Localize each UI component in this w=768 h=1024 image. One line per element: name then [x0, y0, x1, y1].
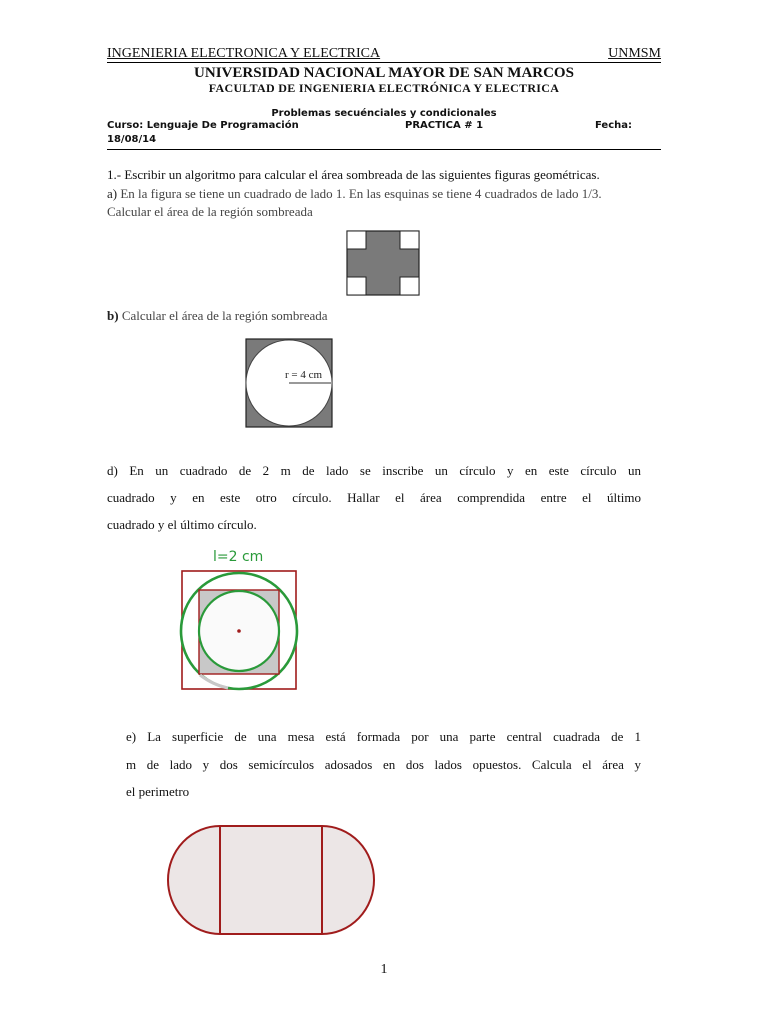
- corner-square-br: [400, 277, 419, 295]
- header-divider: [107, 149, 661, 150]
- center-point: [237, 629, 241, 633]
- problem-b-text: [107, 308, 328, 324]
- problem-d-line2: cuadrado y en este otro círculo. Hallar el área comprendida entre el último: [107, 490, 641, 505]
- corner-square-tl: [347, 231, 366, 249]
- date-value: 18/08/14: [107, 134, 157, 145]
- practice-label: PRACTICA # 1: [405, 120, 484, 131]
- problem-a-text: [107, 186, 602, 202]
- page-number: 1: [380, 962, 388, 977]
- problem-intro: 1.- Escribir un algoritmo para calcular el área sombreada de las siguientes figuras geométricas.: [107, 167, 600, 182]
- problem-a-line2: Calcular el área de la región sombreada: [107, 204, 313, 219]
- figure-d-nested-shapes: [178, 567, 300, 693]
- radius-label: r = 4 cm: [285, 369, 323, 381]
- faculty-title: FACULTAD DE INGENIERIA ELECTRÓNICA Y ELECTRICA: [208, 81, 560, 95]
- corner-square-tr: [400, 231, 419, 249]
- problem-d-line1: d) En un cuadrado de 2 m de lado se inscribe un círculo y en este círculo un: [107, 463, 641, 478]
- problem-b-label: b): [107, 308, 119, 323]
- running-header-left: INGENIERIA ELECTRONICA Y ELECTRICA: [107, 46, 381, 61]
- figure-b-circle-in-square: [245, 338, 333, 428]
- problem-d-line3: cuadrado y el último círculo.: [107, 517, 257, 532]
- problem-a-label: a): [107, 186, 118, 201]
- problem-a-line1: En la figura se tiene un cuadrado de lado 1. En las esquinas se tiene 4 cuadrados de lado 1/3.: [117, 186, 602, 201]
- corner-square-bl: [347, 277, 366, 295]
- figure-a-cross: [346, 230, 420, 296]
- problem-e-line1: e) La superficie de una mesa está formada por una parte central cuadrada de 1: [126, 729, 641, 744]
- problem-e-line3: el perimetro: [126, 784, 190, 799]
- university-title: UNIVERSIDAD NACIONAL MAYOR DE SAN MARCOS: [194, 65, 574, 81]
- topic-title: Problemas secuénciales y condicionales: [271, 108, 497, 119]
- running-header: [107, 46, 661, 63]
- running-header-right: UNMSM: [608, 46, 661, 61]
- date-label: Fecha:: [595, 120, 633, 131]
- problem-b-instruction: Calcular el área de la región sombreada: [118, 308, 328, 323]
- figure-d-side-label: l=2 cm: [213, 549, 264, 565]
- problem-e-line2: m de lado y dos semicírculos adosados en dos lados opuestos. Calcula el área y: [126, 757, 641, 772]
- table-outline: [168, 826, 374, 934]
- figure-e-table: [168, 824, 374, 936]
- course-label: Curso: Lenguaje De Programación: [107, 120, 299, 131]
